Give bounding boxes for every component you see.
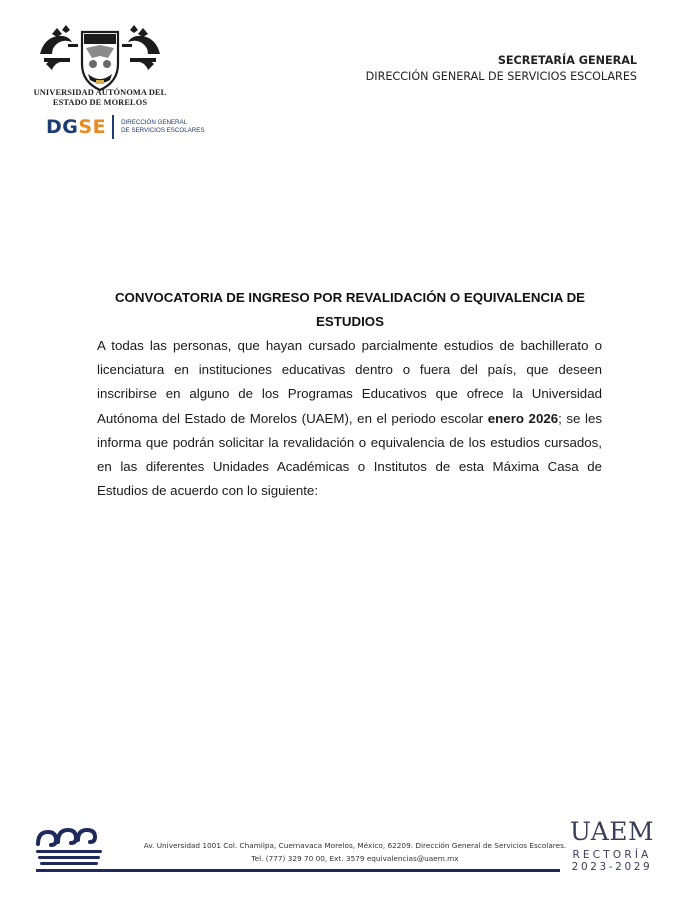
document-title xyxy=(100,286,600,334)
document-title-line-2: ESTUDIOS xyxy=(316,314,384,329)
dgse-subtitle-line-2: DE SERVICIOS ESCOLARES xyxy=(121,127,205,134)
rectoria-period: 2023-2029 xyxy=(571,861,653,873)
document-paragraph xyxy=(97,334,602,503)
paragraph-period-bold: enero 2026 xyxy=(487,410,559,426)
dgse-letter-d: D xyxy=(46,116,63,138)
dgse-letter-e: E xyxy=(92,116,107,138)
uaem-wordmark: UAEM xyxy=(569,817,655,846)
dgse-divider xyxy=(112,115,114,139)
footer-contact xyxy=(80,839,630,865)
dgse-subtitle-line-1: DIRECCIÓN GENERAL xyxy=(121,118,188,126)
university-name xyxy=(20,88,180,107)
paragraph-text-start: A todas las personas, que hayan cursado parcialmente estudios de bachillerato o licenciatura en instituciones educativas dentro o fuera del país, que deseen inscribirse en alguno de los Programas Educativos que ofrece la Universidad Autónoma del Estado de Morelos (UAEM), en el periodo escolar xyxy=(97,338,602,426)
paragraph-text-end: ; se les informa que podrán solicitar la revalidación o equivalencia de los estudios cursados, en las diferentes Unidades Académicas o Institutos de esta Máxima Casa de Estudios de acuerdo con lo siguiente: xyxy=(97,410,602,499)
university-name-line-1: UNIVERSIDAD AUTÓNOMA DEL xyxy=(33,88,167,97)
dgse-letter-g: G xyxy=(62,116,79,138)
rectoria-label: RECTORÍA xyxy=(572,849,652,861)
dgse-logo xyxy=(46,114,205,140)
document-title-line-1: CONVOCATORIA DE INGRESO POR REVALIDACIÓN O EQUIVALENCIA DE xyxy=(114,290,586,305)
footer-phone-email: Tel. (777) 329 70 00, Ext. 3579 equivalencias@uaem.mx xyxy=(251,854,459,863)
university-name-line-2: ESTADO DE MORELOS xyxy=(52,97,148,107)
dgse-subtitle xyxy=(121,119,204,136)
header-office xyxy=(366,53,637,85)
uaem-rectoria-logo xyxy=(566,818,658,873)
dgse-letter-s: S xyxy=(78,116,93,138)
dgse-wordmark xyxy=(46,116,106,138)
direccion-general: DIRECCIÓN GENERAL DE SERVICIOS ESCOLARES xyxy=(365,70,637,83)
secretaria-general: SECRETARÍA GENERAL xyxy=(497,54,637,67)
footer-divider xyxy=(36,869,560,872)
university-crest-logo xyxy=(38,24,162,94)
footer-address: Av. Universidad 1001 Col. Chamilpa, Cuernavaca Morelos, México, 62209. Dirección General de Servicios Escolares. xyxy=(143,841,567,850)
